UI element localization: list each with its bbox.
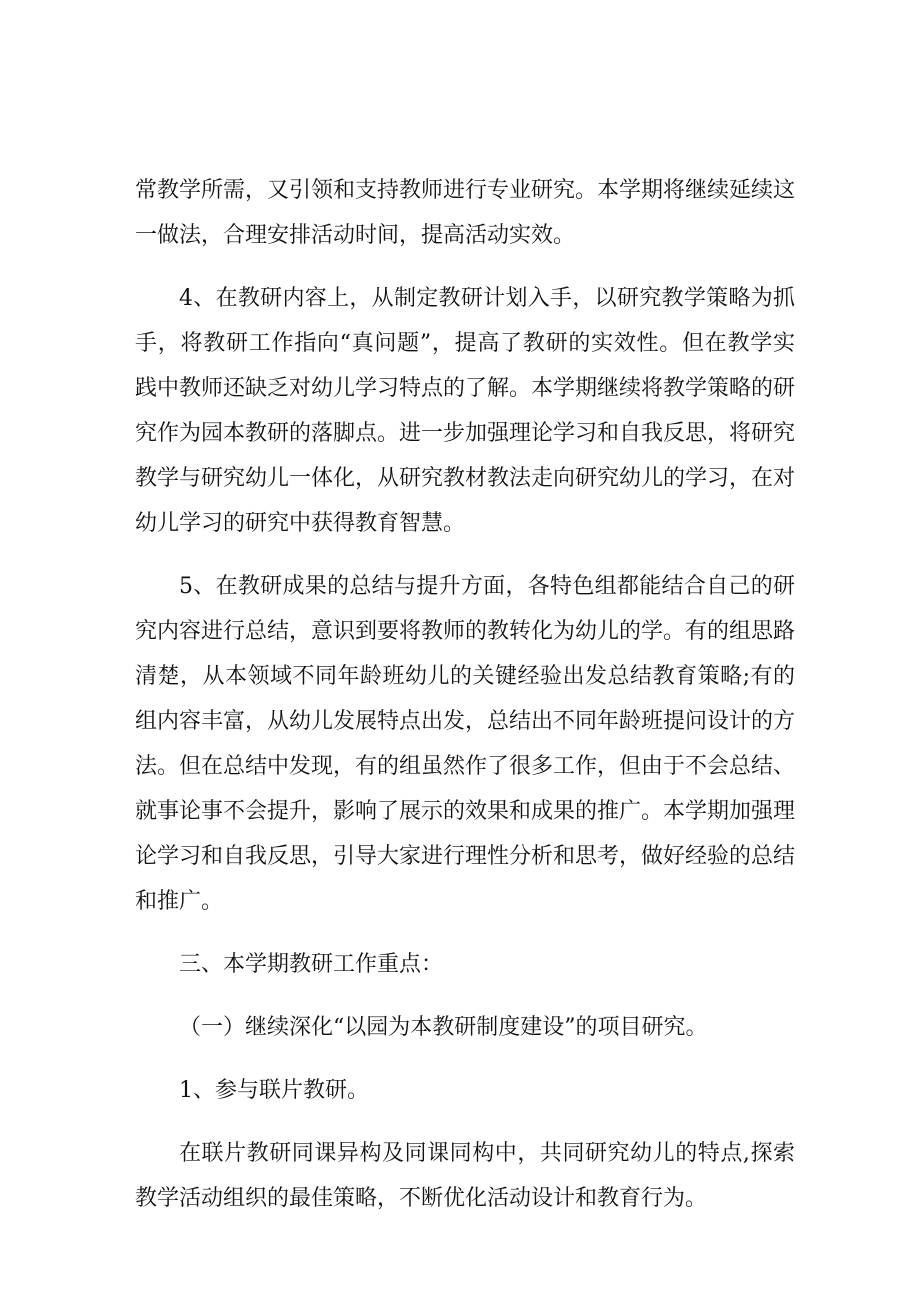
item-heading-1: 1、参与联片教研。 [179,1078,369,1103]
paragraph-continuation: 常教学所需，又引领和支持教师进行专业研究。本学期将继续延续这一做法，合理安排活动时间，提高活动实效。 [135,178,796,248]
paragraph-joint-research: 在联片教研同课异构及同课同构中，共同研究幼儿的特点,探索教学活动组织的最佳策略，不断优化活动设计和教育行为。 [135,1141,795,1211]
paragraph-item-5: 5、在教研成果的总结与提升方面，各特色组都能结合自己的研究内容进行总结，意识到要将教师的教转化为幼儿的学。有的组思路清楚，从本领域不同年龄班幼儿的关键经验出发总结教育策略;有的组内容丰富，从幼儿发展特点出发，总结出不同年龄班提问设计的方法。但在总结中发现，有的组虽然作了很多工作，但由于不会总结、就事论事不会提升，影响了展示的效果和成果的推广。本学期加强理论学习和自我反思，引导大家进行理性分析和思考，做好经验的总结和推广。 [135,574,796,914]
section-heading-3: 三、本学期教研工作重点： [179,952,444,977]
paragraph-item-4: 4、在教研内容上，从制定教研计划入手，以研究教学策略为抓手，将教研工作指向“真问题”，提高了教研的实效性。但在教学实践中教师还缺乏对幼儿学习特点的了解。本学期继续将教学策略的研究作为园本教研的落脚点。进一步加强理论学习和自我反思，将研究教学与研究幼儿一体化，从研究教材教法走向研究幼儿的学习，在对幼儿学习的研究中获得教育智慧。 [135,286,796,536]
document-body [135,168,795,1239]
subsection-heading-1: （一）继续深化“以园为本教研制度建设”的项目研究。 [179,1015,708,1040]
